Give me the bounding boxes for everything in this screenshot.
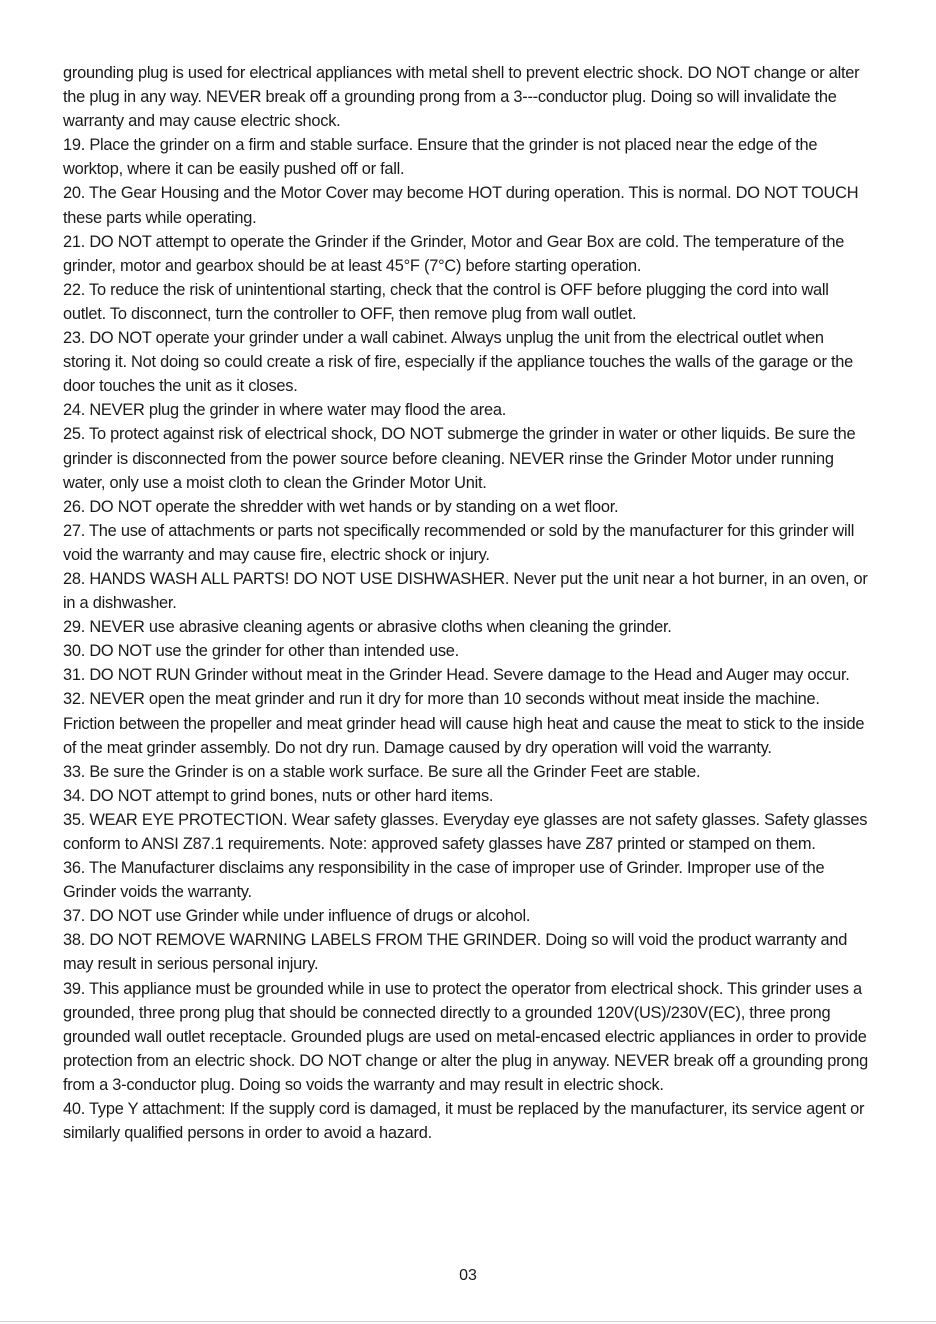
item-22: 22. To reduce the risk of unintentional starting, check that the control is OFF before plugging the cord into wall outlet. To disconnect, turn the controller to OFF, then remove plug from wall outlet. <box>63 280 829 323</box>
item-32: 32. NEVER open the meat grinder and run it dry for more than 10 seconds without meat inside the machine. Friction between the propeller and meat grinder head will cause high heat and cause the meat to stick to the inside of the meat grinder assembly. Do not dry run. Damage caused by dry operation will void the warranty. <box>63 690 865 757</box>
item-26: 26. DO NOT operate the shredder with wet hands or by standing on a wet floor. <box>63 497 619 516</box>
item-34: 34. DO NOT attempt to grind bones, nuts or other hard items. <box>63 786 494 805</box>
item-24: 24. NEVER plug the grinder in where water may flood the area. <box>63 401 507 420</box>
item-33: 33. Be sure the Grinder is on a stable work surface. Be sure all the Grinder Feet are stable. <box>63 762 701 781</box>
item-23: 23. DO NOT operate your grinder under a wall cabinet. Always unplug the unit from the electrical outlet when storing it. Not doing so could create a risk of fire, especially if the appliance touches the walls of the garage or the door touches the unit as it closes. <box>63 329 853 396</box>
item-39: 39. This appliance must be grounded while in use to protect the operator from electrical shock. This grinder uses a grounded, three prong plug that should be connected directly to a grounded 120V(US)/230V(EC), three prong grounded wall outlet receptacle. Grounded plugs are used on metal-encased electric appliances in order to provide protection from an electric shock. DO NOT change or alter the plug in anyway. NEVER break off a grounding prong from a 3-conductor plug. Doing so voids the warranty and may result in electric shock. <box>63 979 868 1094</box>
item-30: 30. DO NOT use the grinder for other than intended use. <box>63 642 459 661</box>
item-38: 38. DO NOT REMOVE WARNING LABELS FROM THE GRINDER. Doing so will void the product warranty and may result in serious personal injury. <box>63 931 848 974</box>
item-36: 36. The Manufacturer disclaims any responsibility in the case of improper use of Grinder. Improper use of the Grinder voids the warranty. <box>63 859 825 902</box>
item-19: 19. Place the grinder on a firm and stable surface. Ensure that the grinder is not placed near the edge of the worktop, where it can be easily pushed off or fall. <box>63 136 818 179</box>
item-20: 20. The Gear Housing and the Motor Cover may become HOT during operation. This is normal. DO NOT TOUCH these parts while operating. <box>63 184 859 227</box>
page-bottom-divider <box>0 1321 936 1322</box>
item-40: 40. Type Y attachment: If the supply cord is damaged, it must be replaced by the manufacturer, its service agent or similarly qualified persons in order to avoid a hazard. <box>63 1100 865 1143</box>
page-number: 03 <box>459 1267 477 1284</box>
document-body <box>63 61 873 1145</box>
item-31: 31. DO NOT RUN Grinder without meat in the Grinder Head. Severe damage to the Head and Auger may occur. <box>63 666 850 685</box>
item-29: 29. NEVER use abrasive cleaning agents or abrasive cloths when cleaning the grinder. <box>63 618 672 637</box>
item-28: 28. HANDS WASH ALL PARTS! DO NOT USE DISHWASHER. Never put the unit near a hot burner, in an oven, or in a dishwasher. <box>63 569 868 613</box>
item-37: 37. DO NOT use Grinder while under influence of drugs or alcohol. <box>63 907 531 926</box>
item-21: 21. DO NOT attempt to operate the Grinder if the Grinder, Motor and Gear Box are cold. The temperature of the grinder, motor and gearbox should be at least 45°F (7°C) before starting operation. <box>63 232 845 275</box>
item-27: 27. The use of attachments or parts not specifically recommended or sold by the manufacturer for this grinder will void the warranty and may cause fire, electric shock or injury. <box>63 521 855 564</box>
paragraph-continued-grounding: grounding plug is used for electrical appliances with metal shell to prevent electric shock. DO NOT change or alter the plug in any way. NEVER break off a grounding prong from a 3---conductor plug. Doing so will invalidate the warranty and may cause electric shock. <box>63 64 860 131</box>
item-35: 35. WEAR EYE PROTECTION. Wear safety glasses. Everyday eye glasses are not safety glasses. Safety glasses conform to ANSI Z87.1 requirements. Note: approved safety glasses have Z87 printed or stamped on them. <box>63 810 868 853</box>
item-25: 25. To protect against risk of electrical shock, DO NOT submerge the grinder in water or other liquids. Be sure the grinder is disconnected from the power source before cleaning. NEVER rinse the Grinder Motor under running water, only use a moist cloth to clean the Grinder Motor Unit. <box>63 425 856 492</box>
